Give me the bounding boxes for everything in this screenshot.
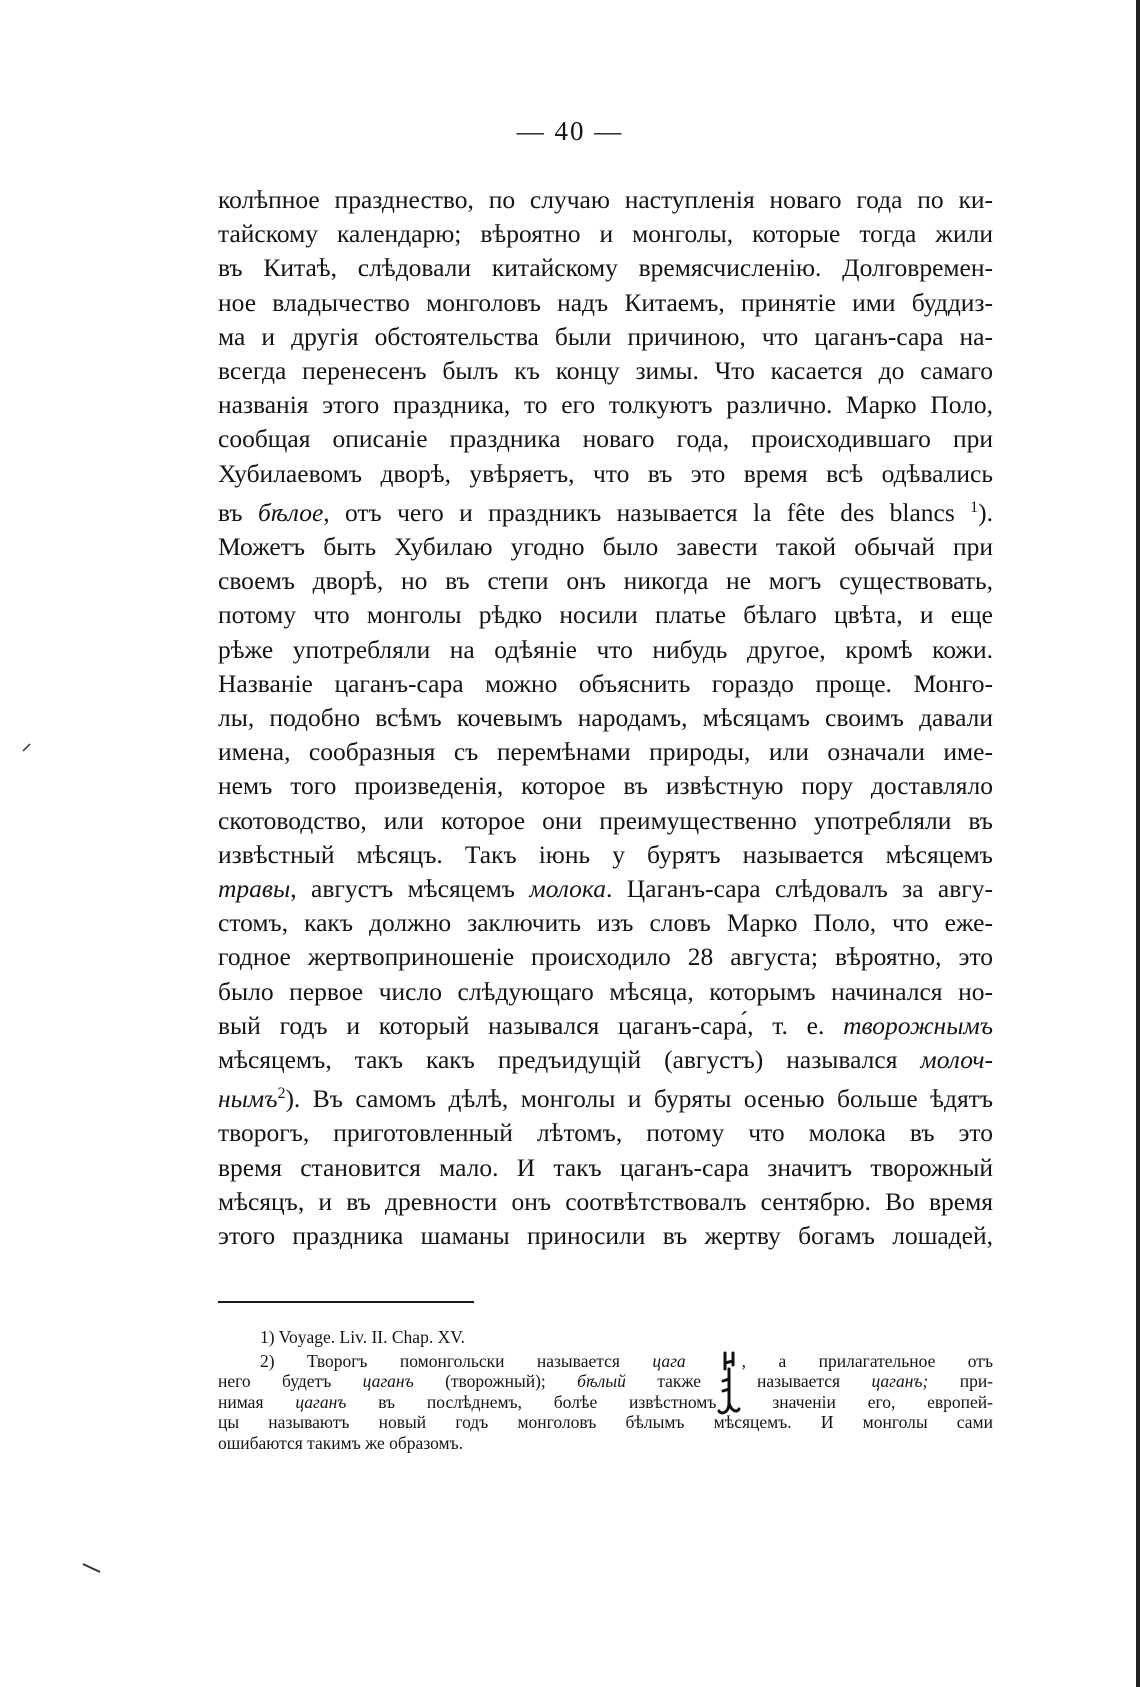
body-text-line: Хубилаевомъ дворѣ, увѣряетъ, что въ это время всѣ одѣвались [218,458,993,488]
footnote-2-line: нимая цаганъ въ послѣднемъ, болѣе извѣстномъ значеніи его, европей- [218,1391,994,1412]
body-text-line: извѣстный мѣсяцъ. Такъ іюнь у бурятъ называется мѣсяцемъ [218,839,993,869]
body-text-line: всегда перенесенъ былъ къ концу зимы. Что касается до самаго [218,356,993,386]
body-text-line: названія этого праздника, то его толкуютъ различно. Марко Поло, [218,390,993,420]
body-text-line: въ бѣлое, отъ чего и праздникъ называется la fête des blancs $^1$). [218,497,993,527]
scan-speck [22,742,32,752]
footnote-2-line: него будетъ цаганъ (творожный); бѣлый также называется цаганъ; при- [218,1371,994,1391]
body-text-line: сообщая описаніе праздника новаго года, происходившаго при [218,424,993,454]
body-text-line: мѣсяцъ, и въ древности онъ соотвѣтствовалъ сентябрю. Во время [218,1186,993,1216]
body-text-line: было первое число слѣдующаго мѣсяца, которымъ начинался но- [218,976,993,1006]
body-text-line: годное жертвоприношеніе происходило 28 августа; вѣроятно, это [218,942,993,972]
body-text-line: творогъ, приготовленный лѣтомъ, потому что молока въ это [218,1118,993,1148]
body-text [218,183,993,1253]
body-text-line: мѣсяцемъ, такъ какъ предъидущій (августъ) назывался молоч- [218,1045,993,1075]
footnote-2-line: ошибаются такимъ же образомъ. [218,1432,464,1453]
footnotes [218,1327,993,1453]
footnote-2 [218,1351,993,1454]
body-text-line: травы, августъ мѣсяцемъ молока. Цаганъ-сара слѣдовалъ за авгу- [218,874,993,904]
body-text-line: Можетъ быть Хубилаю угодно было завести такой обычай при [218,532,993,562]
body-text-line: вый годъ и который назывался цаганъ-сара́, т. е. творожнымъ [218,1010,993,1040]
body-text-line: лы, подобно всѣмъ кочевымъ народамъ, мѣсяцамъ своимъ давали [218,703,993,733]
footnote-2-line: цы называютъ новый годъ монголовъ бѣлымъ мѣсяцемъ. И монголы сами [218,1412,993,1432]
footnote-2-line: 2) Творогъ помонгольски называется цага , а прилагательное отъ [260,1350,994,1371]
body-text-line: скотоводство, или которое они преимущественно употребляли въ [218,805,993,835]
page-edge-scan-artifact [1134,0,1140,1687]
body-text-line: время становится мало. И такъ цаганъ-сара значитъ творожный [218,1152,993,1182]
body-text-line: потому что монголы рѣдко носили платье бѣлаго цвѣта, и еще [218,600,993,630]
body-text-line: рѣже употребляли на одѣяніе что нибудь другое, кромѣ кожи. [218,634,993,664]
scan-speck [82,1562,104,1574]
body-text-line: тайскому календарю; вѣроятно и монголы, которые тогда жили [218,219,993,249]
body-text-line: ное владычество монголовъ надъ Китаемъ, принятіе ими буддиз- [218,287,993,317]
body-text-line: стомъ, какъ должно заключить изъ словъ Марко Поло, что еже- [218,908,993,938]
page-number: — 40 — [516,116,624,146]
body-text-line: немъ того произведенія, которое въ извѣстную пору доставляло [218,771,993,801]
footnote-1: 1) Voyage. Liv. II. Chap. XV. [260,1327,465,1347]
body-text-line: своемъ дворѣ, но въ степи онъ никогда не могъ существовать, [218,566,993,596]
body-text-line: нымъ$^2$). Въ самомъ дѣлѣ, монголы и буряты осенью больше ѣдятъ [218,1084,993,1114]
mongolian-script-glyph [715,1351,743,1425]
body-text-line: колѣпное празднество, по случаю наступленія новаго года по ки- [218,185,993,214]
body-text-line: имена, сообразныя съ перемѣнами природы, или означали име- [218,737,993,767]
body-text-line: Названіе цаганъ-сара можно объяснить гораздо проще. Монго- [218,668,993,698]
footnote-rule [218,1301,474,1303]
body-text-line: этого праздника шаманы приносили въ жертву богамъ лошадей, [218,1221,993,1251]
body-text-line: ма и другія обстоятельства были причиною, что цаганъ-сара на- [218,321,993,351]
body-text-line: въ Китаѣ, слѣдовали китайскому времясчисленію. Долговремен- [218,253,993,283]
